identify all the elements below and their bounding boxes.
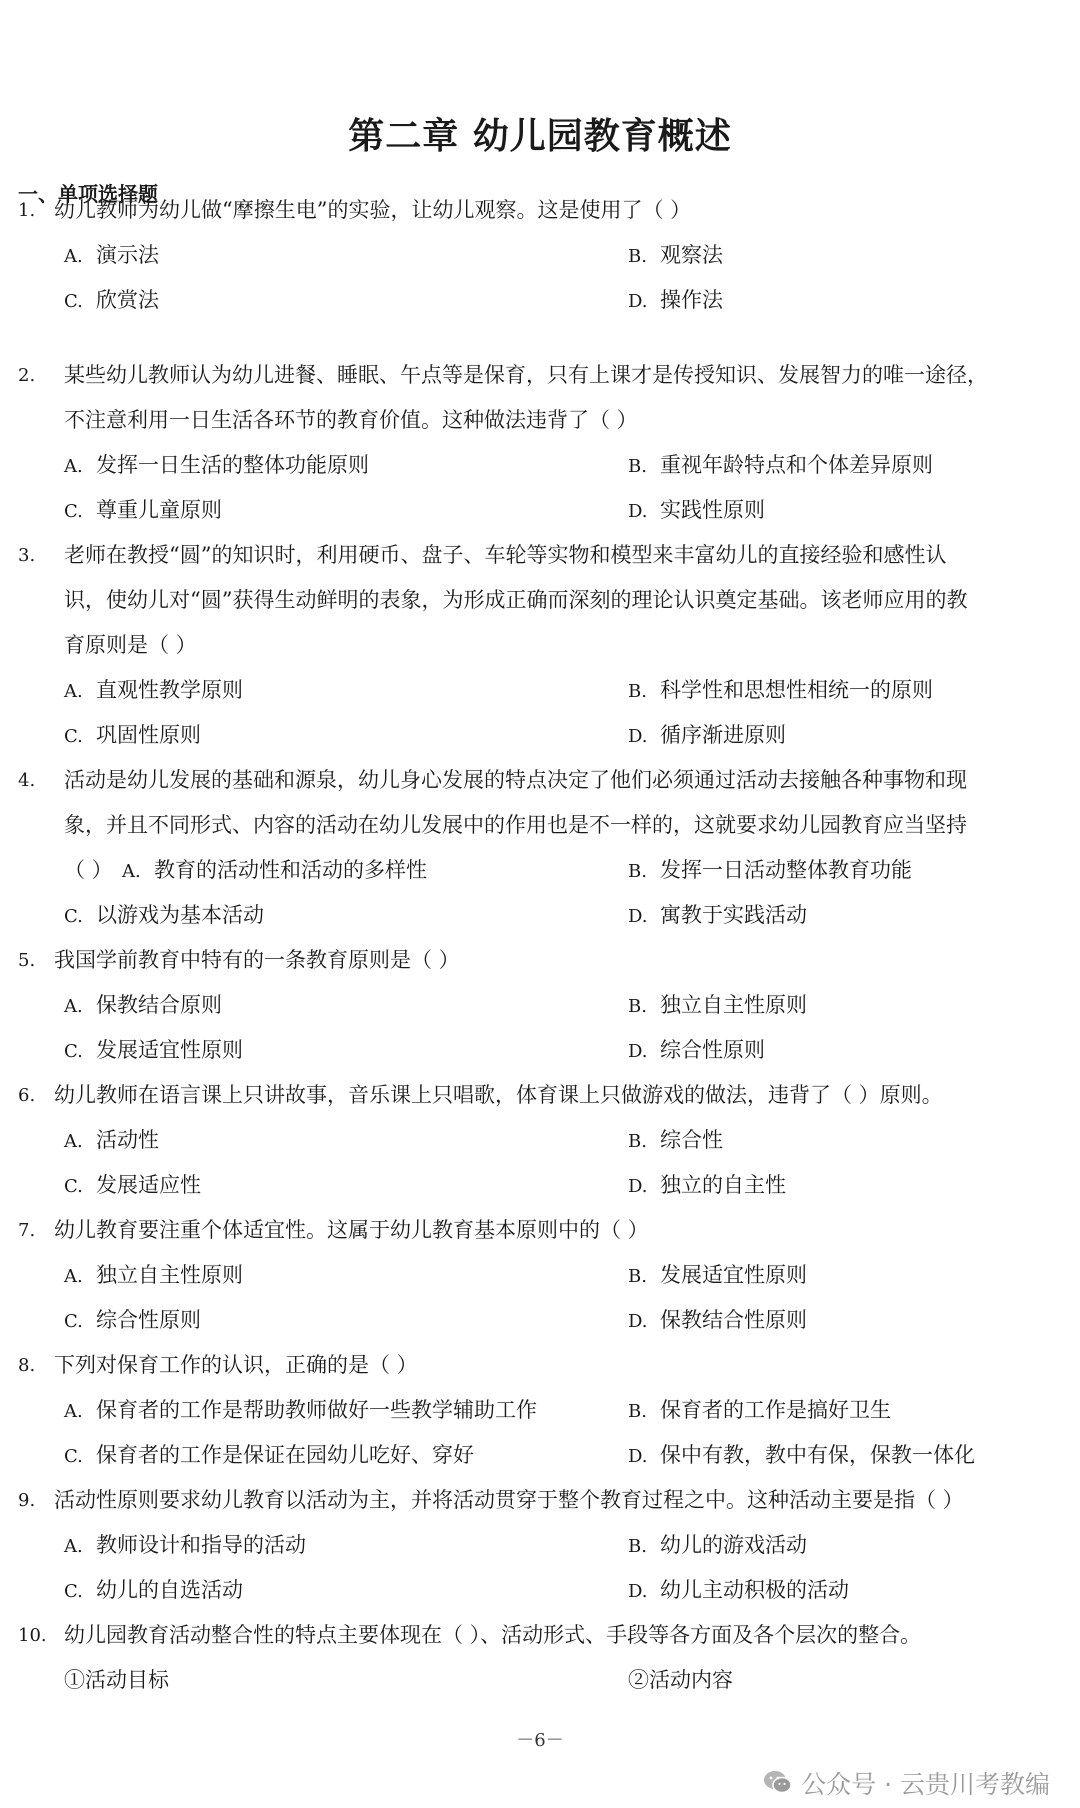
option-a: A. 保育者的工作是帮助教师做好一些教学辅助工作 (64, 1398, 537, 1422)
option-c: C. 综合性原则 (64, 1308, 201, 1332)
option-b: B. 观察法 (628, 243, 723, 267)
question-number: 9. (18, 1490, 36, 1511)
option-d: D. 寓教于实践活动 (628, 903, 807, 927)
question-text: 幼儿教师在语言课上只讲故事，音乐课上只唱歌，体育课上只做游戏的做法，违背了（ ）原则。 (54, 1083, 943, 1107)
question-3 (18, 533, 1068, 758)
question-6 (18, 1073, 1068, 1208)
question-text: 某些幼儿教师认为幼儿进餐、睡眠、午点等是保育，只有上课才是传授知识、发展智力的唯一途径， (64, 363, 988, 387)
option-b: B. 幼儿的游戏活动 (628, 1533, 807, 1557)
question-text: 幼儿教师为幼儿做“摩擦生电”的实验，让幼儿观察。这是使用了（ ） (54, 198, 692, 222)
question-9 (18, 1478, 1068, 1613)
question-7 (18, 1208, 1068, 1343)
question-1 (18, 188, 1068, 323)
question-text-cont: 象，并且不同形式、内容的活动在幼儿发展中的作用也是不一样的，这就要求幼儿园教育应当坚持 (64, 813, 967, 837)
question-text: 幼儿园教育活动整合性的特点主要体现在（ ）、活动形式、手段等各方面及各个层次的整合。 (64, 1623, 922, 1647)
option-c: C. 欣赏法 (64, 288, 159, 312)
option-b: B. 重视年龄特点和个体差异原则 (628, 453, 933, 477)
option-d: D. 独立的自主性 (628, 1173, 786, 1197)
page-number: －6－ (516, 1730, 564, 1751)
option-c: C. 以游戏为基本活动 (64, 903, 264, 927)
option-d: D. 操作法 (628, 288, 723, 312)
option-b: B. 发展适宜性原则 (628, 1263, 807, 1287)
option-d: D. 实践性原则 (628, 498, 765, 522)
question-number: 7. (18, 1220, 36, 1241)
option-b: B. 独立自主性原则 (628, 993, 807, 1017)
question-number: 3. (18, 545, 36, 566)
question-2 (18, 353, 1068, 533)
chapter-title: 第二章 幼儿园教育概述 (348, 116, 732, 157)
question-text-cont: （ ） (64, 858, 113, 882)
option-d: D. 幼儿主动积极的活动 (628, 1578, 849, 1602)
option-1: ①活动目标 (64, 1668, 169, 1692)
option-a: A. 教育的活动性和活动的多样性 (122, 858, 427, 882)
option-c: C. 尊重儿童原则 (64, 498, 222, 522)
question-text-cont: 识，使幼儿对“圆”获得生动鲜明的表象，为形成正确而深刻的理论认识奠定基础。该老师应用的教 (64, 588, 968, 612)
option-d: D. 综合性原则 (628, 1038, 765, 1062)
question-8 (18, 1343, 1068, 1478)
option-b: B. 保育者的工作是搞好卫生 (628, 1398, 891, 1422)
question-number: 5. (18, 950, 36, 971)
option-a: A. 直观性教学原则 (64, 678, 243, 702)
question-number: 1. (18, 200, 36, 221)
question-10 (18, 1613, 1068, 1703)
question-text: 下列对保育工作的认识，正确的是（ ） (54, 1353, 418, 1377)
question-number: 4. (18, 770, 36, 791)
question-text: 活动性原则要求幼儿教育以活动为主，并将活动贯穿于整个教育过程之中。这种活动主要是指（ ） (54, 1488, 964, 1512)
question-text: 活动是幼儿发展的基础和源泉，幼儿身心发展的特点决定了他们必须通过活动去接触各种事物和现 (64, 768, 967, 792)
question-4 (18, 758, 1068, 938)
option-a: A. 演示法 (64, 243, 159, 267)
option-d: D. 保教结合性原则 (628, 1308, 807, 1332)
question-number: 8. (18, 1355, 36, 1376)
option-c: C. 发展适应性 (64, 1173, 201, 1197)
option-c: C. 幼儿的自选活动 (64, 1578, 243, 1602)
option-b: B. 综合性 (628, 1128, 723, 1152)
option-2: ②活动内容 (628, 1668, 733, 1692)
option-b: B. 科学性和思想性相统一的原则 (628, 678, 933, 702)
question-number: 2. (18, 365, 36, 386)
section-heading: 一、单项选择题 (18, 182, 158, 206)
question-text: 幼儿教育要注重个体适宜性。这属于幼儿教育基本原则中的（ ） (54, 1218, 649, 1242)
option-a: A. 保教结合原则 (64, 993, 222, 1017)
wechat-icon (763, 1769, 793, 1804)
watermark-text: 公众号 · 云贵川考教编 (801, 1770, 1050, 1799)
option-d: D. 保中有教，教中有保，保教一体化 (628, 1443, 975, 1467)
option-c: C. 发展适宜性原则 (64, 1038, 243, 1062)
question-number: 10. (18, 1625, 47, 1646)
question-text-cont: 育原则是（ ） (64, 633, 197, 657)
watermark (763, 1768, 1050, 1802)
question-text-cont: 不注意利用一日生活各环节的教育价值。这种做法违背了（ ） (64, 408, 638, 432)
option-c: C. 巩固性原则 (64, 723, 201, 747)
option-a: A. 独立自主性原则 (64, 1263, 243, 1287)
option-a: A. 教师设计和指导的活动 (64, 1533, 306, 1557)
option-b: B. 发挥一日活动整体教育功能 (628, 858, 912, 882)
option-a: A. 活动性 (64, 1128, 159, 1152)
question-number: 6. (18, 1085, 36, 1106)
question-text: 我国学前教育中特有的一条教育原则是（ ） (54, 948, 460, 972)
option-c: C. 保育者的工作是保证在园幼儿吃好、穿好 (64, 1443, 474, 1467)
option-d: D. 循序渐进原则 (628, 723, 786, 747)
question-text: 老师在教授“圆”的知识时，利用硬币、盘子、车轮等实物和模型来丰富幼儿的直接经验和感性认 (64, 543, 947, 567)
question-5 (18, 938, 1068, 1073)
option-a: A. 发挥一日生活的整体功能原则 (64, 453, 369, 477)
